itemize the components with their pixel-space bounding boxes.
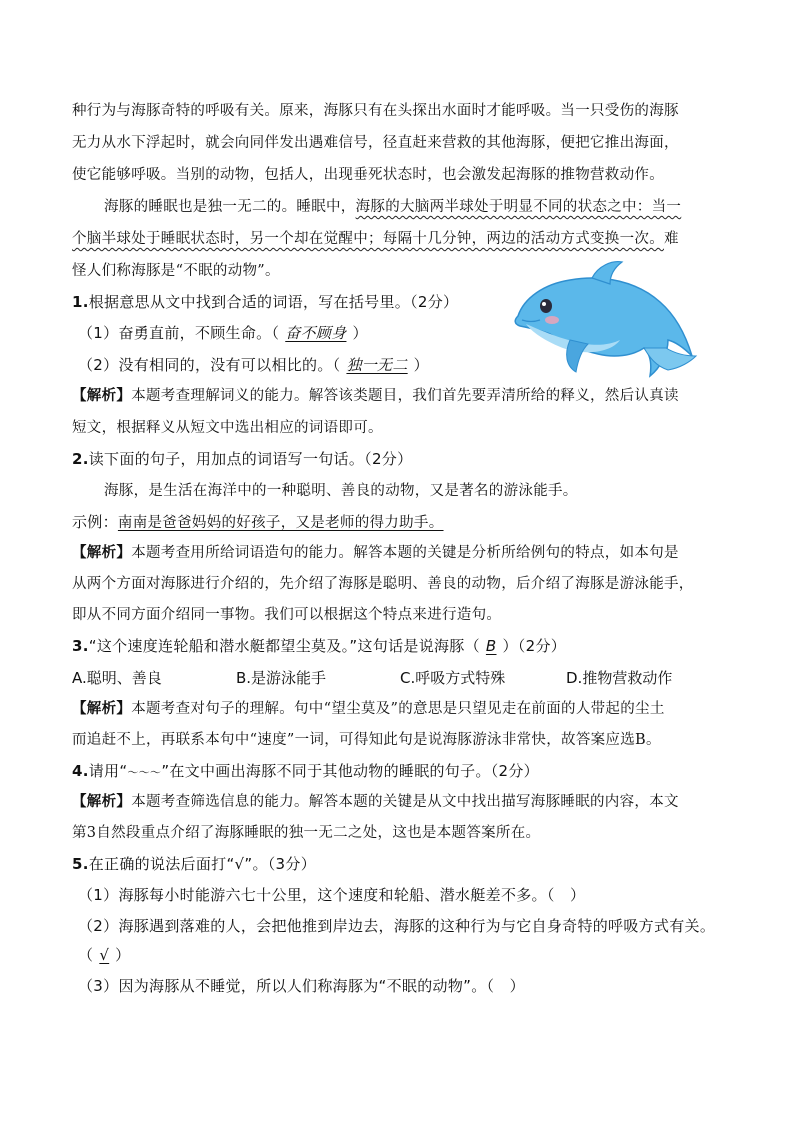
passage-line: 怪人们称海豚是“不眠的动物”。	[72, 263, 280, 279]
analysis-line: 即从不同方面介绍同一事物。我们可以根据这个特点来进行造句。	[72, 607, 502, 623]
analysis-line: 【解析】本题考查筛选信息的能力。解答本题的关键是从文中找出描写海豚睡眠的内容，本文	[72, 794, 679, 810]
question-1-item-2: （2）没有相同的，没有可以相比的。（ 独一无二 ）	[78, 356, 429, 374]
wavy-line-mark: ～～～	[127, 766, 162, 779]
passage-line: 无力从水下浮起时，就会向同伴发出遇难信号，径直赶来营救的其他海豚，便把它推出海面，	[72, 135, 679, 151]
option-d: D.推物营救动作	[566, 669, 673, 687]
analysis-line: 而追赶不上，再联系本句中“速度”一词，可得知此句是说海豚游泳非常快，故答案应选B。	[72, 732, 661, 748]
question-1-item-1: （1）奋勇直前，不顾生命。（ 奋不顾身 ）	[78, 324, 368, 342]
check-mark-answer: √	[99, 946, 110, 964]
passage-line: 种行为与海豚奇特的呼吸有关。原来，海豚只有在头探出水面时才能呼吸。当一只受伤的海豚	[72, 103, 679, 119]
answer-text: 南南是爸爸妈妈的好孩子，又是老师的得力助手。	[117, 515, 444, 531]
question-5-item-1: （1）海豚每小时能游六七十公里，这个速度和轮船、潜水艇差不多。（ ）	[78, 886, 586, 904]
passage-line: 个脑半球处于睡眠状态时，另一个却在觉醒中；每隔十几分钟，两边的活动方式变换一次。难	[72, 231, 679, 247]
analysis-line: 短文，根据释义从短文中选出相应的词语即可。	[72, 420, 383, 436]
wavy-underlined-sentence: 个脑半球处于睡眠状态时，另一个却在觉醒中；每隔十几分钟，两边的活动方式变换一次。	[72, 231, 664, 247]
passage-line: 海豚的睡眠也是独一无二的。睡眠中，海豚的大脑两半球处于明显不同的状态之中：当一	[104, 199, 682, 215]
analysis-line: 【解析】本题考查理解词义的能力。解答该类题目，我们首先要弄清所给的释义，然后认真读	[72, 388, 679, 404]
question-1: 1.根据意思从文中找到合适的词语，写在括号里。（2分）	[72, 293, 459, 311]
example-sentence: 海豚，是生活在海洋中的一种聪明、善良的动物，又是著名的游泳能手。	[104, 483, 578, 499]
wavy-underlined-sentence: 海豚的大脑两半球处于明显不同的状态之中：当一	[355, 199, 682, 215]
example-answer: 示例：南南是爸爸妈妈的好孩子，又是老师的得力助手。	[72, 513, 444, 531]
question-5-item-2-answer: （ √ ）	[78, 946, 131, 964]
analysis-line: 【解析】本题考查对句子的理解。句中“望尘莫及”的意思是只望见走在前面的人带起的尘土	[72, 701, 665, 717]
option-a: A.聪明、善良	[72, 669, 162, 687]
question-5-item-3: （3）因为海豚从不睡觉，所以人们称海豚为“不眠的动物”。（ ）	[78, 977, 525, 995]
question-2: 2.读下面的句子，用加点的词语写一句话。（2分）	[72, 450, 413, 468]
option-c: C.呼吸方式特殊	[400, 669, 506, 687]
analysis-line: 第3自然段重点介绍了海豚睡眠的独一无二之处，这也是本题答案所在。	[72, 825, 541, 841]
answer-text: 独一无二	[346, 356, 408, 374]
question-4: 4.请用“～～～”在文中画出海豚不同于其他动物的睡眠的句子。（2分）	[72, 762, 539, 780]
answer-text: 奋不顾身	[285, 324, 347, 342]
passage-line: 使它能够呼吸。当别的动物，包括人，出现垂死状态时，也会激发起海豚的推物营救动作。	[72, 167, 664, 183]
analysis-line: 【解析】本题考查用所给词语造句的能力。解答本题的关键是分析所给例句的特点，如本句是	[72, 545, 679, 561]
analysis-line: 从两个方面对海豚进行介绍的，先介绍了海豚是聪明、善良的动物，后介绍了海豚是游泳能手，	[72, 576, 694, 592]
question-3: 3.“这个速度连轮船和潜水艇都望尘莫及。”这句话是说海豚（ B ）（2分）	[72, 637, 567, 655]
answer-text: B	[485, 637, 497, 655]
option-b: B.是游泳能手	[236, 669, 327, 687]
question-5: 5.在正确的说法后面打“√”。（3分）	[72, 855, 316, 873]
question-5-item-2: （2）海豚遇到落难的人，会把他推到岸边去，海豚的这种行为与它自身奇特的呼吸方式有关。	[78, 917, 716, 935]
